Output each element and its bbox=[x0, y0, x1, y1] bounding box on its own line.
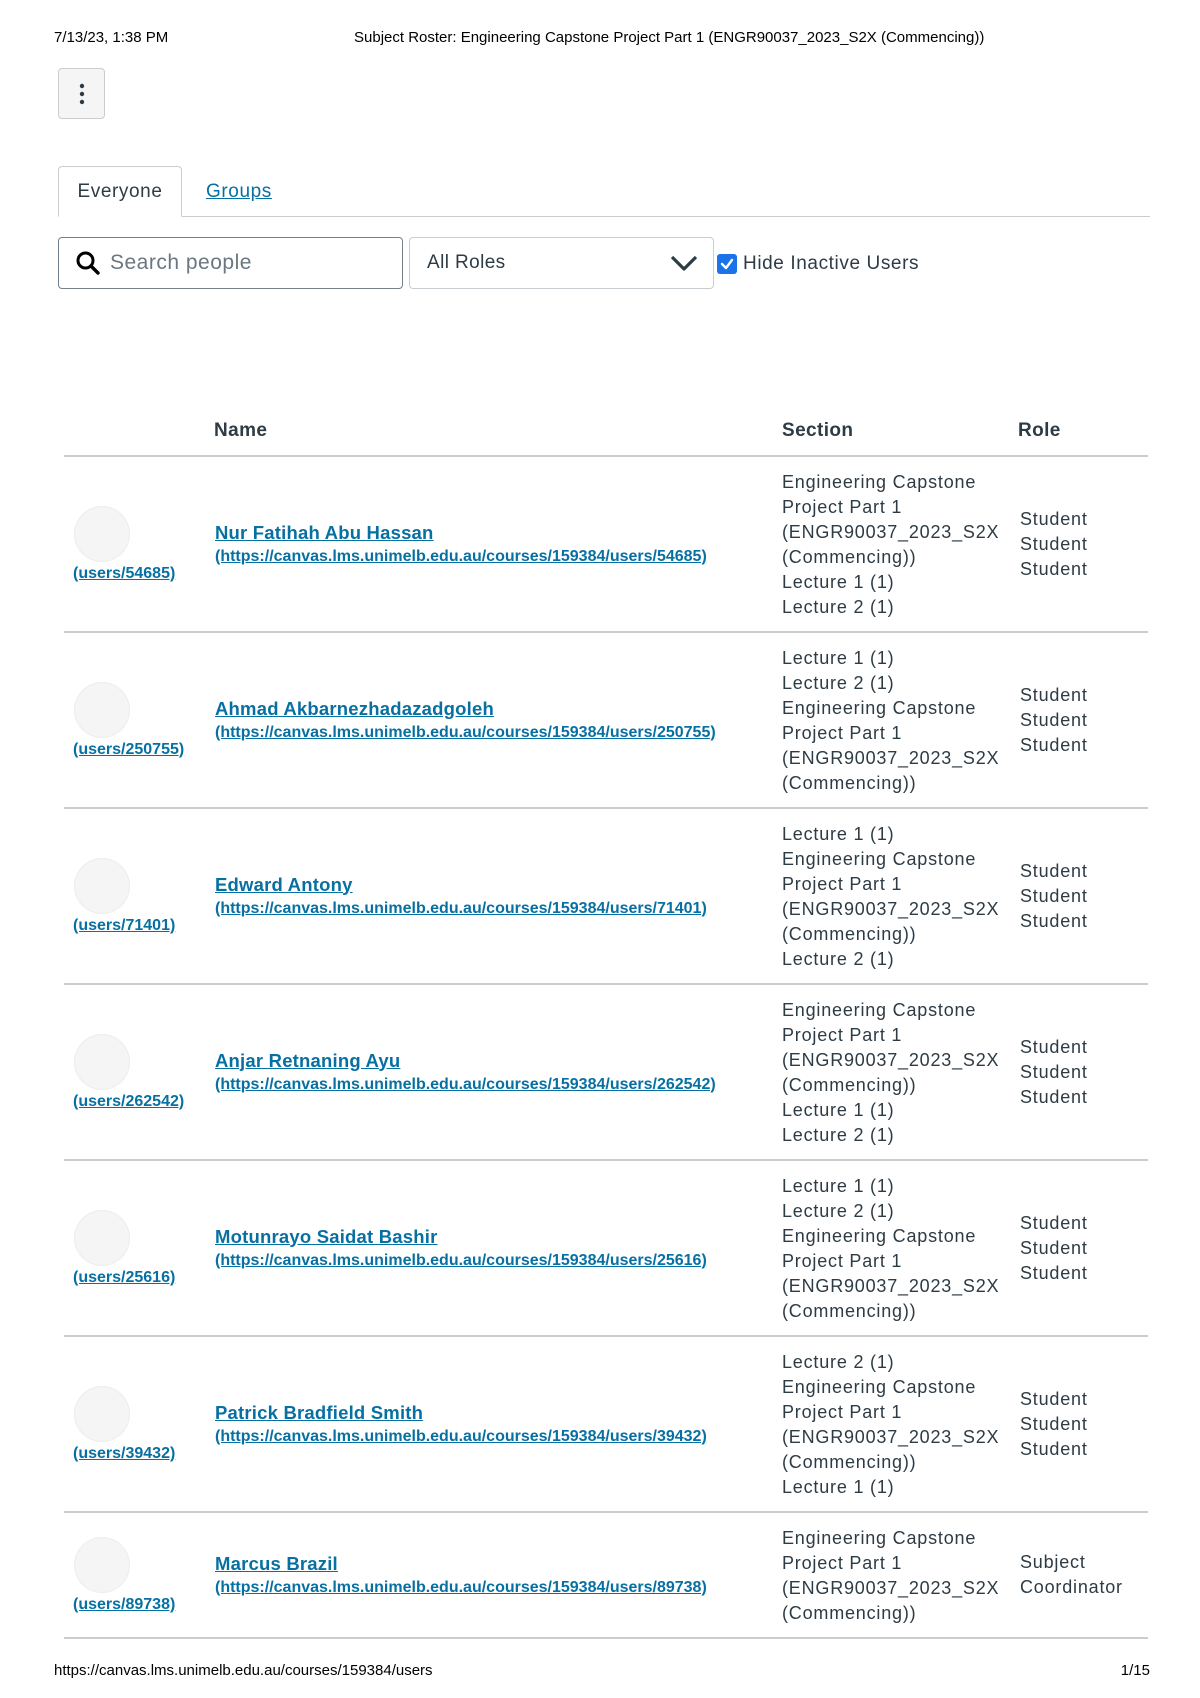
user-profile-link[interactable]: (users/25616) bbox=[73, 1268, 176, 1286]
section-line: Lecture 1 (1) bbox=[782, 1176, 895, 1196]
user-url-link[interactable]: (https://canvas.lms.unimelb.edu.au/courses/159384/users/89738) bbox=[215, 1578, 707, 1596]
role-line: Student bbox=[1020, 860, 1088, 881]
section-line: Lecture 2 (1) bbox=[782, 673, 895, 693]
section-line: Lecture 2 (1) bbox=[782, 597, 895, 617]
user-url-link[interactable]: (https://canvas.lms.unimelb.edu.au/courses/159384/users/25616) bbox=[215, 1251, 707, 1269]
section-line: Engineering Capstone bbox=[782, 472, 977, 492]
section-line: Project Part 1 bbox=[782, 1402, 903, 1422]
section-line: Project Part 1 bbox=[782, 1251, 903, 1271]
user-profile-link[interactable]: (users/54685) bbox=[73, 564, 176, 582]
section-line: Engineering Capstone bbox=[782, 1377, 977, 1397]
avatar-cell bbox=[64, 632, 214, 808]
tab-everyone[interactable]: Everyone bbox=[58, 166, 182, 217]
section-line: Project Part 1 bbox=[782, 723, 903, 743]
user-profile-link[interactable]: (users/250755) bbox=[73, 740, 185, 758]
name-cell bbox=[214, 984, 782, 1160]
avatar-cell bbox=[64, 456, 214, 632]
avatar-cell bbox=[64, 1336, 214, 1512]
user-url-link[interactable]: (https://canvas.lms.unimelb.edu.au/courses/159384/users/54685) bbox=[215, 547, 707, 565]
user-profile-link[interactable]: (users/89738) bbox=[73, 1595, 176, 1613]
section-line: Lecture 1 (1) bbox=[782, 1100, 895, 1120]
section-line: Project Part 1 bbox=[782, 874, 903, 894]
roster-body bbox=[64, 456, 1148, 1638]
role-cell bbox=[1018, 808, 1148, 984]
role-line: Student bbox=[1020, 1388, 1088, 1409]
section-cell bbox=[782, 1336, 1018, 1512]
role-line: Student bbox=[1020, 885, 1088, 906]
section-line: (Commencing)) bbox=[782, 924, 917, 944]
avatar[interactable] bbox=[74, 1210, 130, 1266]
section-line: Engineering Capstone bbox=[782, 1226, 977, 1246]
user-url-link[interactable]: (https://canvas.lms.unimelb.edu.au/courses/159384/users/39432) bbox=[215, 1427, 707, 1445]
role-line: Student bbox=[1020, 1086, 1088, 1107]
section-line: Lecture 1 (1) bbox=[782, 648, 895, 668]
role-line: Student bbox=[1020, 910, 1088, 931]
section-line: (ENGR90037_2023_S2X bbox=[782, 748, 1000, 768]
chevron-down-icon bbox=[669, 251, 699, 275]
more-options-button[interactable] bbox=[58, 68, 105, 119]
table-row bbox=[64, 632, 1148, 808]
hide-inactive-label: Hide Inactive Users bbox=[743, 253, 920, 274]
role-line: Student bbox=[1020, 1438, 1088, 1459]
table-header-row bbox=[64, 420, 1148, 456]
user-name-link[interactable]: Nur Fatihah Abu Hassan bbox=[215, 521, 434, 543]
role-cell bbox=[1018, 1512, 1148, 1638]
avatar[interactable] bbox=[74, 1034, 130, 1090]
table-row bbox=[64, 1512, 1148, 1638]
section-line: Project Part 1 bbox=[782, 1553, 903, 1573]
name-cell bbox=[214, 1512, 782, 1638]
section-cell bbox=[782, 1512, 1018, 1638]
section-cell bbox=[782, 984, 1018, 1160]
role-line: Student bbox=[1020, 1061, 1088, 1082]
user-profile-link[interactable]: (users/39432) bbox=[73, 1444, 176, 1462]
section-line: Lecture 1 (1) bbox=[782, 572, 895, 592]
table-row bbox=[64, 984, 1148, 1160]
role-line: Coordinator bbox=[1020, 1577, 1123, 1597]
user-name-link[interactable]: Marcus Brazil bbox=[215, 1552, 338, 1574]
section-line: Engineering Capstone bbox=[782, 1528, 977, 1548]
user-profile-link[interactable]: (users/262542) bbox=[73, 1092, 185, 1110]
user-url-link[interactable]: (https://canvas.lms.unimelb.edu.au/courses/159384/users/71401) bbox=[215, 899, 707, 917]
user-profile-link[interactable]: (users/71401) bbox=[73, 916, 176, 934]
section-cell bbox=[782, 456, 1018, 632]
user-name-link[interactable]: Edward Antony bbox=[215, 873, 353, 895]
hide-inactive-checkbox[interactable] bbox=[717, 254, 737, 274]
section-line: Lecture 2 (1) bbox=[782, 1352, 895, 1372]
section-line: (Commencing)) bbox=[782, 773, 917, 793]
avatar-cell bbox=[64, 1512, 214, 1638]
avatar[interactable] bbox=[74, 506, 130, 562]
section-line: Engineering Capstone bbox=[782, 849, 977, 869]
roster-tabs bbox=[58, 166, 1150, 217]
role-line: Student bbox=[1020, 558, 1088, 579]
section-line: Project Part 1 bbox=[782, 497, 903, 517]
role-line: Subject bbox=[1020, 1552, 1086, 1572]
user-url-link[interactable]: (https://canvas.lms.unimelb.edu.au/courses/159384/users/262542) bbox=[215, 1075, 716, 1093]
section-column-header: Section bbox=[782, 420, 1018, 456]
hide-inactive-toggle[interactable] bbox=[717, 253, 919, 275]
section-line: (ENGR90037_2023_S2X bbox=[782, 899, 1000, 919]
table-row bbox=[64, 456, 1148, 632]
role-line: Student bbox=[1020, 533, 1088, 554]
user-name-link[interactable]: Patrick Bradfield Smith bbox=[215, 1401, 424, 1423]
avatar[interactable] bbox=[74, 1537, 130, 1593]
section-line: (ENGR90037_2023_S2X bbox=[782, 1578, 1000, 1598]
print-datetime: 7/13/23, 1:38 PM bbox=[54, 29, 169, 46]
role-line: Student bbox=[1020, 1262, 1088, 1283]
role-cell bbox=[1018, 984, 1148, 1160]
user-name-link[interactable]: Motunrayo Saidat Bashir bbox=[215, 1225, 438, 1247]
role-line: Student bbox=[1020, 709, 1088, 730]
role-cell bbox=[1018, 632, 1148, 808]
section-line: Engineering Capstone bbox=[782, 698, 977, 718]
search-input[interactable] bbox=[110, 251, 390, 275]
role-line: Student bbox=[1020, 1237, 1088, 1258]
section-line: Project Part 1 bbox=[782, 1025, 903, 1045]
checkmark-icon bbox=[720, 257, 734, 271]
section-line: Lecture 2 (1) bbox=[782, 949, 895, 969]
role-filter-value: All Roles bbox=[427, 252, 506, 273]
avatar[interactable] bbox=[74, 1386, 130, 1442]
role-line: Student bbox=[1020, 508, 1088, 529]
role-line: Student bbox=[1020, 1413, 1088, 1434]
section-line: (Commencing)) bbox=[782, 1603, 917, 1623]
user-name-link[interactable]: Anjar Retnaning Ayu bbox=[215, 1049, 401, 1071]
avatar-cell bbox=[64, 984, 214, 1160]
print-footer bbox=[54, 1662, 1150, 1679]
section-line: Engineering Capstone bbox=[782, 1000, 977, 1020]
table-row bbox=[64, 808, 1148, 984]
section-cell bbox=[782, 632, 1018, 808]
name-cell bbox=[214, 1160, 782, 1336]
user-url-link[interactable]: (https://canvas.lms.unimelb.edu.au/courses/159384/users/250755) bbox=[215, 723, 716, 741]
section-line: (Commencing)) bbox=[782, 1075, 917, 1095]
role-filter-select[interactable] bbox=[409, 237, 714, 289]
role-line: Student bbox=[1020, 1036, 1088, 1057]
avatar[interactable] bbox=[74, 858, 130, 914]
section-line: (Commencing)) bbox=[782, 1301, 917, 1321]
role-line: Student bbox=[1020, 684, 1088, 705]
search-icon bbox=[72, 247, 104, 279]
user-name-link[interactable]: Ahmad Akbarnezhadazadgoleh bbox=[215, 697, 494, 719]
avatar-column-header bbox=[64, 420, 214, 456]
print-header bbox=[54, 29, 1144, 49]
table-row bbox=[64, 1336, 1148, 1512]
avatar[interactable] bbox=[74, 682, 130, 738]
section-line: (ENGR90037_2023_S2X bbox=[782, 1050, 1000, 1070]
role-cell bbox=[1018, 1336, 1148, 1512]
role-cell bbox=[1018, 456, 1148, 632]
print-page-title: Subject Roster: Engineering Capstone Project Part 1 (ENGR90037_2023_S2X (Commencing)) bbox=[354, 29, 985, 46]
role-cell bbox=[1018, 1160, 1148, 1336]
role-column-header: Role bbox=[1018, 420, 1148, 456]
name-column-header: Name bbox=[214, 420, 782, 456]
kebab-menu-icon bbox=[79, 83, 85, 105]
avatar-cell bbox=[64, 808, 214, 984]
name-cell bbox=[214, 1336, 782, 1512]
section-line: (Commencing)) bbox=[782, 1452, 917, 1472]
section-line: Lecture 1 (1) bbox=[782, 824, 895, 844]
section-line: (Commencing)) bbox=[782, 547, 917, 567]
table-row bbox=[64, 1160, 1148, 1336]
tab-groups[interactable]: Groups bbox=[206, 181, 272, 202]
name-cell bbox=[214, 808, 782, 984]
section-line: Lecture 2 (1) bbox=[782, 1201, 895, 1221]
section-cell bbox=[782, 808, 1018, 984]
roster-table bbox=[64, 420, 1148, 1639]
section-line: (ENGR90037_2023_S2X bbox=[782, 522, 1000, 542]
page-number: 1/15 bbox=[1120, 1662, 1150, 1679]
search-field[interactable] bbox=[58, 237, 403, 289]
section-line: (ENGR90037_2023_S2X bbox=[782, 1427, 1000, 1447]
role-line: Student bbox=[1020, 734, 1088, 755]
section-cell bbox=[782, 1160, 1018, 1336]
role-line: Student bbox=[1020, 1212, 1088, 1233]
section-line: Lecture 1 (1) bbox=[782, 1477, 895, 1497]
section-line: Lecture 2 (1) bbox=[782, 1125, 895, 1145]
section-line: (ENGR90037_2023_S2X bbox=[782, 1276, 1000, 1296]
avatar-cell bbox=[64, 1160, 214, 1336]
print-url: https://canvas.lms.unimelb.edu.au/courses/159384/users bbox=[54, 1662, 433, 1679]
name-cell bbox=[214, 456, 782, 632]
name-cell bbox=[214, 632, 782, 808]
